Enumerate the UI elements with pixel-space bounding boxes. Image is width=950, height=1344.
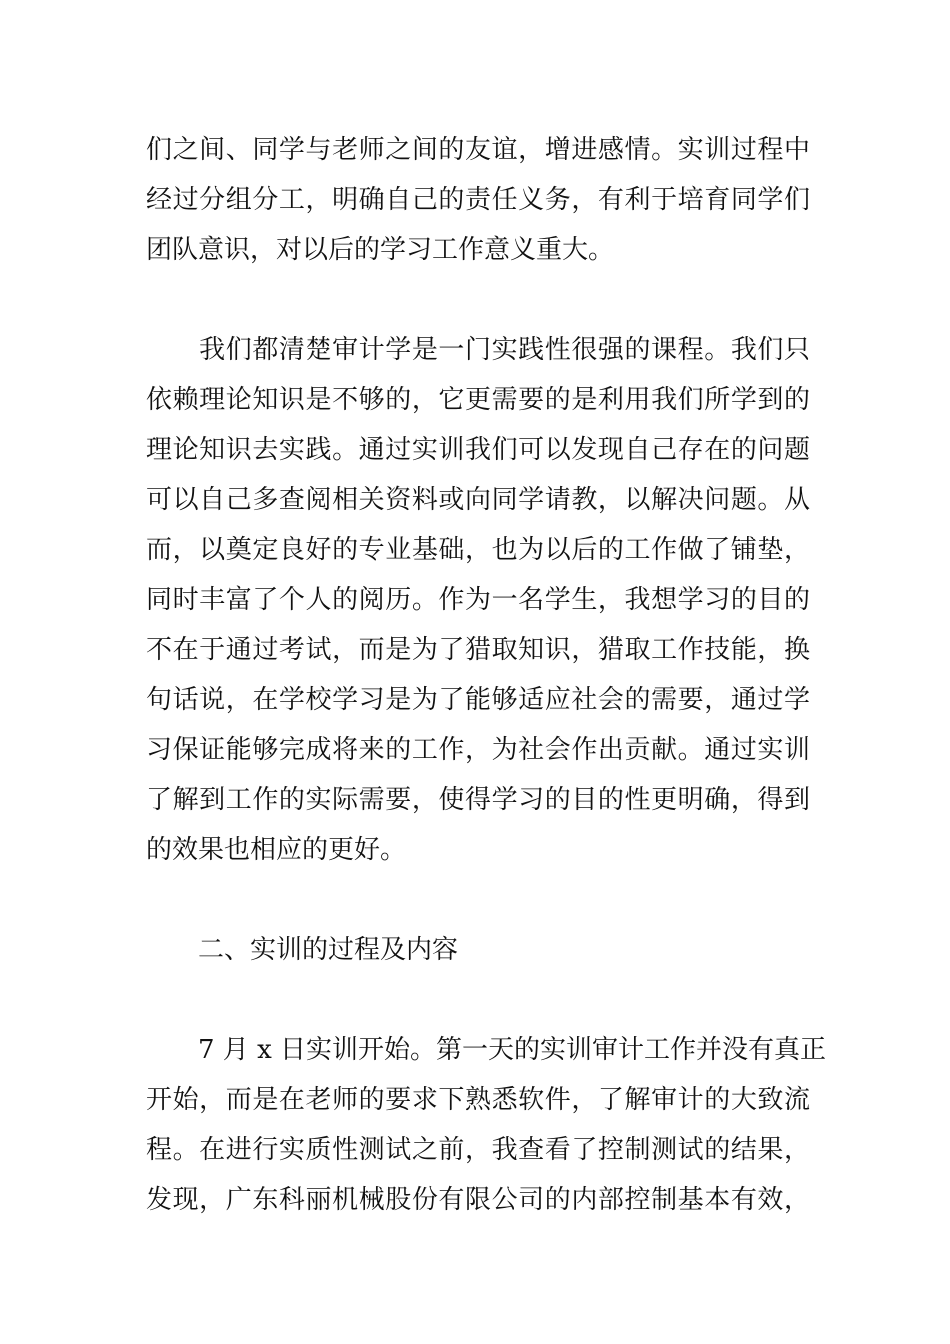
paragraph-3-line-4: 发现，广东科丽机械股份有限公司的内部控制基本有效，: [146, 1185, 810, 1215]
paragraph-2-line-1: 我们都清楚审计学是一门实践性很强的课程。我们只: [146, 335, 810, 365]
paragraph-2-line-7: 不在于通过考试，而是为了猎取知识，猎取工作技能，换: [146, 635, 810, 665]
paragraph-2-line-11: 的效果也相应的更好。: [146, 835, 407, 865]
paragraph-2-line-2: 依赖理论知识是不够的，它更需要的是利用我们所学到的: [146, 385, 810, 415]
paragraph-2-line-4: 可以自己多查阅相关资料或向同学请教，以解决问题。从: [146, 485, 810, 515]
paragraph-2-line-3: 理论知识去实践。通过实训我们可以发现自己存在的问题: [146, 435, 810, 465]
paragraph-1-line-3: 团队意识，对以后的学习工作意义重大。: [146, 235, 615, 265]
paragraph-1-line-1: 们之间、同学与老师之间的友谊，增进感情。实训过程中: [146, 135, 810, 165]
paragraph-3-line-2: 开始，而是在老师的要求下熟悉软件，了解审计的大致流: [146, 1085, 810, 1115]
paragraph-3-line-1: 7 月 x 日实训开始。第一天的实训审计工作并没有真正: [146, 1035, 826, 1065]
paragraph-2-line-8: 句话说，在学校学习是为了能够适应社会的需要，通过学: [146, 685, 810, 715]
paragraph-3-line-3: 程。在进行实质性测试之前，我查看了控制测试的结果，: [146, 1135, 810, 1165]
paragraph-2-line-5: 而，以奠定良好的专业基础，也为以后的工作做了铺垫，: [146, 535, 810, 565]
paragraph-2-line-6: 同时丰富了个人的阅历。作为一名学生，我想学习的目的: [146, 585, 810, 615]
paragraph-2-line-10: 了解到工作的实际需要，使得学习的目的性更明确，得到: [146, 785, 810, 815]
section-heading: 二、实训的过程及内容: [146, 935, 459, 965]
paragraph-1-line-2: 经过分组分工，明确自己的责任义务，有利于培育同学们: [146, 185, 810, 215]
paragraph-2-line-9: 习保证能够完成将来的工作，为社会作出贡献。通过实训: [146, 735, 810, 765]
